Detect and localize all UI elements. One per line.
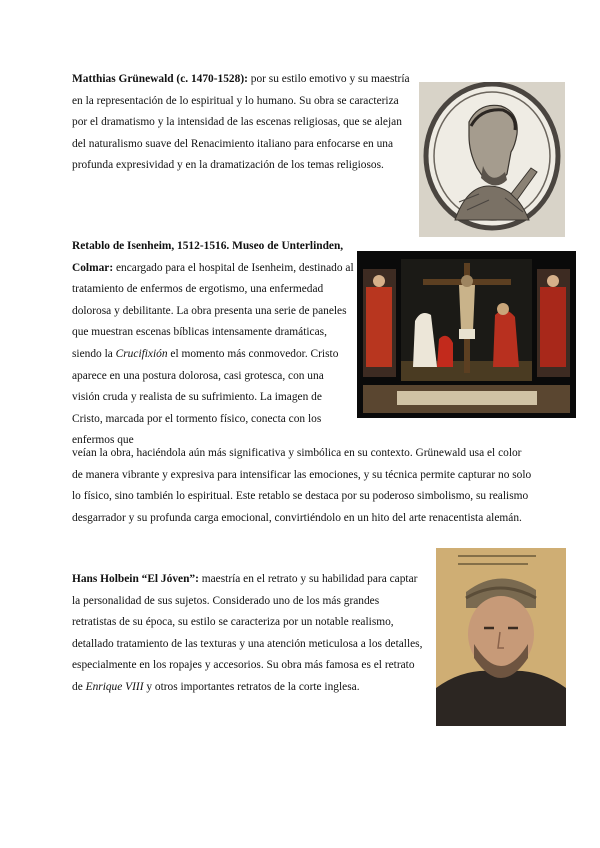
retablo-heading: Retablo de Isenheim, 1512-1516. Museo de Unterlinden, Colmar: — [72, 240, 344, 274]
retablo-italic: Crucifixión — [115, 347, 168, 360]
retablo-paragraph — [72, 236, 354, 452]
holbein-self-portrait-icon — [436, 548, 566, 726]
holbein-paragraph — [72, 569, 424, 699]
holbein-text-a: maestría en el retrato y su habilidad para captar la personalidad de sus sujetos. Considerado uno de los más grandes retratistas de su época, su estilo se caracteriza por un notable realismo, detallado tratamiento de las texturas y una atención meticulosa a los detalles, especialmente en los ropajes y accesorios. Su obra más famosa es el retrato de — [72, 573, 423, 693]
holbein-heading: Hans Holbein “El Jóven”: — [72, 573, 199, 585]
retablo-paragraph-continued — [72, 443, 532, 529]
engraved-portrait-icon — [419, 82, 565, 237]
grunewald-paragraph — [72, 69, 412, 177]
retablo-text-b: el momento más conmovedor. Cristo aparece en una postura dolorosa, casi grotesca, con una visión cruda y realista de su sufrimiento. La imagen de Cristo, marcada por el tormento físico, conecta con los enfermos que — [72, 347, 339, 447]
crucifixion-altarpiece-icon — [357, 251, 576, 418]
grunewald-heading: Matthias Grünewald (c. 1470-1528): — [72, 73, 248, 85]
retablo-text-a: encargado para el hospital de Isenheim, destinado al tratamiento de enfermos de ergotismo, una enfermedad dolorosa y debilitante. La obra presenta una serie de paneles que muestran escenas bíblicas intensamente dramáticas, siendo la — [72, 261, 354, 360]
grunewald-text: por su estilo emotivo y su maestría en la representación de lo espiritual y lo humano. Su obra se caracteriza por el dramatismo y la intensidad de las escenas religiosas, que se alejan del naturalismo suave del Renacimiento italiano para enfocarse en una profunda expresividad y en la dramatización de los temas religiosos. — [72, 73, 410, 172]
holbein-text-b: y otros importantes retratos de la corte inglesa. — [143, 680, 360, 693]
holbein-italic: Enrique VIII — [85, 680, 144, 693]
retablo-text-c: veían la obra, haciéndola aún más significativa y simbólica en su contexto. Grünewald usa el color de manera vibrante y expresiva para intensificar las emociones, y su técnica permite capturar no solo lo físico, sino también lo espiritual. Este retablo se destaca por su poderoso simbolismo, su realismo desgarrador y su profunda carga emocional, convirtiéndolo en un hito del arte renacentista alemán. — [72, 447, 532, 524]
